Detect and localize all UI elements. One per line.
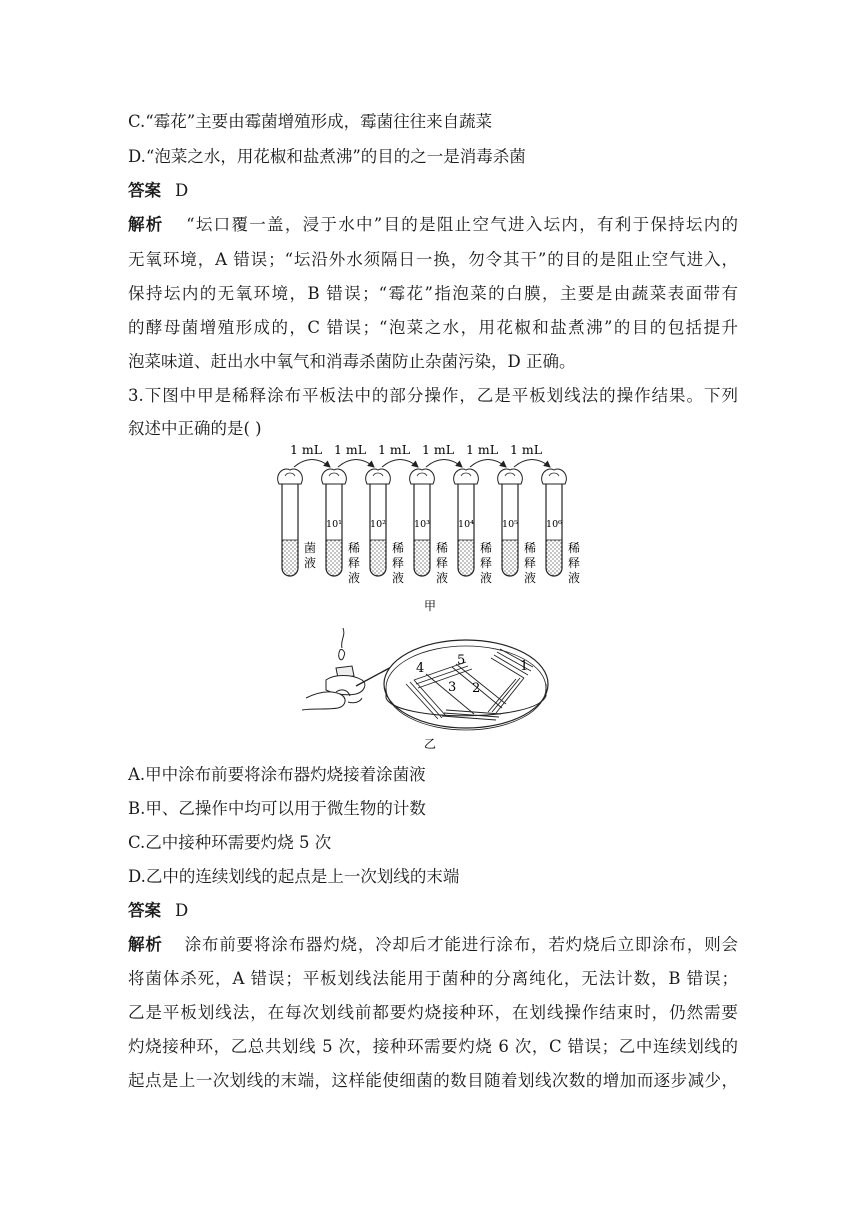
dilution-label: 10⁴ (458, 519, 474, 530)
q2-analysis-line-1 (128, 214, 738, 236)
transfer-volume-label: 1 mL (289, 442, 323, 457)
figure-a-caption: 甲 (423, 599, 437, 613)
tube-liquid-label: 释 (479, 556, 493, 570)
cotton-plug (322, 469, 347, 484)
transfer-volume-label: 1 mL (421, 442, 455, 457)
cotton-plug (542, 469, 567, 484)
q3-stem-line-2: 叙述中正确的是( ) (128, 419, 262, 438)
tube-liquid-label: 稀 (391, 541, 405, 555)
transfer-volume-label: 1 mL (465, 442, 499, 457)
q2-option-c: C.“霉花”主要由霉菌增殖形成，霉菌往往来自蔬菜 (128, 112, 493, 131)
tube-liquid-label: 稀 (567, 541, 581, 555)
cotton-plug (498, 469, 523, 484)
q3-analysis-line-5: 起点是上一次划线的末端，这样能使细菌的数目随着划线次数的增加而逐步减少， (128, 1071, 738, 1090)
tube-liquid (546, 540, 562, 576)
q2-analysis-line-4: 的酵母菌增殖形成的，C 错误；“泡菜之水，用花椒和盐煮沸”的目的包括提升 (128, 318, 738, 337)
tube-liquid-label: 释 (391, 556, 405, 570)
answer-value: D (175, 181, 189, 200)
tube-liquid-label: 稀 (435, 541, 449, 555)
tube-liquid (458, 540, 474, 576)
transfer-volume-label: 1 mL (509, 442, 543, 457)
tube-liquid-label: 菌 (303, 541, 317, 555)
dilution-label: 10² (370, 519, 386, 530)
analysis-label: 解析 (128, 935, 163, 954)
q3-option-c: C.乙中接种环需要灼烧 5 次 (128, 833, 332, 852)
test-tube (454, 469, 492, 585)
transfer-arrow (382, 460, 418, 468)
answer-label: 答案 (128, 901, 161, 920)
cotton-plug (366, 469, 391, 484)
tube-liquid-label: 液 (391, 571, 405, 585)
transfer-volume-label: 1 mL (333, 442, 367, 457)
q3-analysis-line-2: 将菌体杀死，A 错误；平板划线法能用于菌种的分离纯化，无法计数，B 错误； (128, 969, 738, 988)
figure-streak-plate (296, 618, 556, 753)
q2-option-d: D.“泡菜之水，用花椒和盐煮沸”的目的之一是消毒杀菌 (128, 147, 526, 166)
transfer-arrow (470, 460, 506, 468)
zone-number-3: 3 (448, 680, 457, 695)
cotton-plug (454, 469, 479, 484)
tube-liquid-label: 液 (523, 571, 537, 585)
transfer-arrow (514, 460, 550, 468)
tube-liquid (370, 540, 386, 576)
tube-liquid (502, 540, 518, 576)
test-tube (278, 469, 316, 576)
zone-number-4: 4 (416, 661, 425, 676)
q3-option-d: D.乙中的连续划线的起点是上一次划线的末端 (128, 867, 460, 886)
transfer-arrow (294, 460, 330, 468)
transfer-volume-label: 1 mL (377, 442, 411, 457)
tube-liquid-label: 液 (347, 571, 361, 585)
answer-value: D (175, 901, 189, 920)
transfer-arrow (426, 460, 462, 468)
tube-liquid-label: 释 (435, 556, 449, 570)
zone-number-1: 1 (520, 659, 529, 674)
analysis-text: 涂布前要将涂布器灼烧，冷却后才能进行涂布，若灼烧后立即涂布，则会 (184, 935, 739, 954)
tube-liquid-label: 释 (347, 556, 361, 570)
q2-analysis-line-2: 无氧环境，A 错误；“坛沿外水须隔日一换，勿令其干”的目的是阻止空气进入， (128, 250, 738, 269)
dilution-label: 10³ (414, 519, 430, 530)
q3-stem-line-1: 3.下图中甲是稀释涂布平板法中的部分操作，乙是平板划线法的操作结果。下列 (128, 386, 738, 405)
test-tube (366, 469, 404, 585)
test-tube (322, 469, 360, 585)
dilution-label: 10¹ (326, 519, 342, 530)
test-tube (410, 469, 448, 585)
figure-b-caption: 乙 (423, 737, 437, 751)
test-tube (498, 469, 536, 585)
tube-liquid-label: 稀 (479, 541, 493, 555)
q3-answer (128, 900, 738, 922)
transfer-arrow (338, 460, 374, 468)
tube-liquid-label: 液 (567, 571, 581, 585)
analysis-label: 解析 (128, 215, 164, 234)
petri-dish (384, 640, 548, 730)
tube-liquid-label: 液 (479, 571, 493, 585)
tube-liquid-label: 释 (567, 556, 581, 570)
tube-liquid (414, 540, 430, 576)
q3-option-b: B.甲、乙操作中均可以用于微生物的计数 (128, 799, 426, 818)
q3-analysis-line-4: 灼烧接种环，乙总共划线 5 次，接种环需要灼烧 6 次，C 错误；乙中连续划线的 (128, 1037, 738, 1056)
tube-liquid-label: 液 (435, 571, 449, 585)
tube-liquid-label: 液 (303, 556, 317, 570)
cotton-plug (278, 469, 303, 484)
tube-liquid-label: 稀 (523, 541, 537, 555)
q2-analysis-line-3: 保持坛内的无氧环境，B 错误；“霉花”指泡菜的白膜，主要是由蔬菜表面带有 (128, 284, 738, 303)
q3-analysis-line-3: 乙是平板划线法，在每次划线前都要灼烧接种环，在划线操作结束时，仍然需要 (128, 1003, 738, 1022)
zone-number-2: 2 (472, 681, 481, 696)
tube-liquid-label: 释 (523, 556, 537, 570)
tube-liquid-label: 稀 (347, 541, 361, 555)
zone-number-5: 5 (457, 653, 466, 668)
tube-liquid (326, 540, 342, 576)
analysis-text: “坛口覆一盖，浸于水中”目的是阻止空气进入坛内，有利于保持坛内的 (186, 215, 739, 234)
q2-analysis-line-5: 泡菜味道、赶出水中氧气和消毒杀菌防止杂菌污染，D 正确。 (128, 352, 576, 371)
test-tube (542, 469, 580, 585)
cotton-plug (410, 469, 435, 484)
dilution-label: 10⁶ (546, 519, 562, 530)
tube-liquid (282, 540, 298, 576)
q3-option-a: A.甲中涂布前要将涂布器灼烧接着涂菌液 (128, 765, 426, 784)
dilution-label: 10⁵ (502, 519, 518, 530)
q2-answer (128, 180, 738, 202)
q3-analysis-line-1 (128, 934, 738, 956)
figure-serial-dilution (270, 440, 600, 615)
answer-label: 答案 (128, 181, 161, 200)
